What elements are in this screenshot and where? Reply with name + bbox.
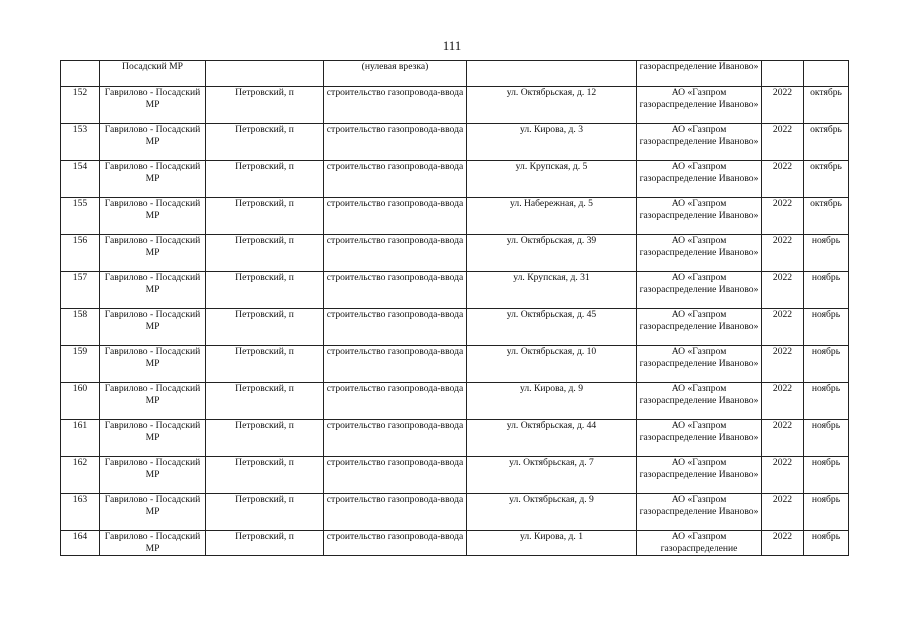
cell-year: 2022 (762, 383, 804, 420)
cell-organization: АО «Газпром газораспределение Иваново» (637, 457, 762, 494)
table-body (61, 61, 849, 556)
cell-month: октябрь (804, 124, 849, 161)
cell-work-type: строительство газопровода-ввода (324, 531, 467, 556)
cell-locality (206, 61, 324, 87)
cell-municipal-district: Гаврилово - Посадский МР (100, 457, 206, 494)
cell-address: ул. Крупская, д. 31 (467, 272, 637, 309)
cell-locality: Петровский, п (206, 383, 324, 420)
cell-year: 2022 (762, 235, 804, 272)
cell-organization: АО «Газпром газораспределение Иваново» (637, 87, 762, 124)
cell-address: ул. Кирова, д. 3 (467, 124, 637, 161)
page-number: 111 (442, 38, 462, 53)
cell-organization: АО «Газпром газораспределение Иваново» (637, 309, 762, 346)
cell-organization: АО «Газпром газораспределение Иваново» (637, 420, 762, 457)
cell-address: ул. Кирова, д. 9 (467, 383, 637, 420)
cell-work-type: строительство газопровода-ввода (324, 272, 467, 309)
cell-municipal-district: Гаврилово - Посадский МР (100, 87, 206, 124)
cell-number: 164 (61, 531, 100, 556)
cell-month: октябрь (804, 161, 849, 198)
table-row (61, 87, 849, 124)
cell-locality: Петровский, п (206, 457, 324, 494)
cell-year (762, 61, 804, 87)
cell-address: ул. Октябрьская, д. 9 (467, 494, 637, 531)
cell-locality: Петровский, п (206, 235, 324, 272)
cell-work-type: строительство газопровода-ввода (324, 87, 467, 124)
cell-year: 2022 (762, 494, 804, 531)
cell-address: ул. Кирова, д. 1 (467, 531, 637, 556)
cell-municipal-district: Гаврилово - Посадский МР (100, 346, 206, 383)
cell-month: ноябрь (804, 346, 849, 383)
cell-work-type: (нулевая врезка) (324, 61, 467, 87)
table-row (61, 198, 849, 235)
cell-year: 2022 (762, 272, 804, 309)
cell-month: ноябрь (804, 272, 849, 309)
cell-year: 2022 (762, 198, 804, 235)
cell-address: ул. Октябрьская, д. 39 (467, 235, 637, 272)
cell-locality: Петровский, п (206, 494, 324, 531)
cell-work-type: строительство газопровода-ввода (324, 235, 467, 272)
cell-organization: АО «Газпром газораспределение Иваново» (637, 272, 762, 309)
cell-municipal-district: Гаврилово - Посадский МР (100, 420, 206, 457)
cell-month: октябрь (804, 87, 849, 124)
cell-organization: АО «Газпром газораспределение Иваново» (637, 346, 762, 383)
cell-number: 159 (61, 346, 100, 383)
cell-number: 162 (61, 457, 100, 494)
cell-work-type: строительство газопровода-ввода (324, 420, 467, 457)
cell-month: ноябрь (804, 457, 849, 494)
cell-work-type: строительство газопровода-ввода (324, 124, 467, 161)
table-row (61, 346, 849, 383)
cell-number: 157 (61, 272, 100, 309)
table-row (61, 420, 849, 457)
table-row (61, 531, 849, 556)
cell-number: 154 (61, 161, 100, 198)
cell-number: 163 (61, 494, 100, 531)
table-row (61, 235, 849, 272)
cell-year: 2022 (762, 124, 804, 161)
cell-address: ул. Октябрьская, д. 45 (467, 309, 637, 346)
table-row (61, 494, 849, 531)
cell-number: 156 (61, 235, 100, 272)
cell-municipal-district: Гаврилово - Посадский МР (100, 124, 206, 161)
cell-organization: АО «Газпром газораспределение Иваново» (637, 383, 762, 420)
cell-number: 161 (61, 420, 100, 457)
cell-municipal-district: Гаврилово - Посадский МР (100, 198, 206, 235)
cell-work-type: строительство газопровода-ввода (324, 494, 467, 531)
gas-works-table (60, 60, 849, 556)
cell-address: ул. Октябрьская, д. 7 (467, 457, 637, 494)
cell-locality: Петровский, п (206, 420, 324, 457)
cell-month: ноябрь (804, 309, 849, 346)
cell-year: 2022 (762, 87, 804, 124)
cell-year: 2022 (762, 457, 804, 494)
cell-work-type: строительство газопровода-ввода (324, 309, 467, 346)
cell-month (804, 61, 849, 87)
table-row (61, 457, 849, 494)
cell-address: ул. Октябрьская, д. 12 (467, 87, 637, 124)
cell-number (61, 61, 100, 87)
cell-year: 2022 (762, 161, 804, 198)
cell-work-type: строительство газопровода-ввода (324, 346, 467, 383)
cell-organization: АО «Газпром газораспределение Иваново» (637, 124, 762, 161)
cell-organization: АО «Газпром газораспределение Иваново» (637, 494, 762, 531)
cell-year: 2022 (762, 531, 804, 556)
cell-month: ноябрь (804, 235, 849, 272)
cell-address: ул. Октябрьская, д. 10 (467, 346, 637, 383)
cell-organization: АО «Газпром газораспределение Иваново» (637, 161, 762, 198)
cell-address: ул. Крупская, д. 5 (467, 161, 637, 198)
cell-address: ул. Октябрьская, д. 44 (467, 420, 637, 457)
cell-municipal-district: Гаврилово - Посадский МР (100, 531, 206, 556)
cell-number: 160 (61, 383, 100, 420)
table-row (61, 124, 849, 161)
cell-month: ноябрь (804, 531, 849, 556)
cell-municipal-district: Гаврилово - Посадский МР (100, 383, 206, 420)
cell-month: ноябрь (804, 494, 849, 531)
cell-number: 153 (61, 124, 100, 161)
cell-address (467, 61, 637, 87)
table-row (61, 309, 849, 346)
cell-municipal-district: Гаврилово - Посадский МР (100, 494, 206, 531)
cell-locality: Петровский, п (206, 272, 324, 309)
cell-month: октябрь (804, 198, 849, 235)
cell-year: 2022 (762, 420, 804, 457)
cell-locality: Петровский, п (206, 161, 324, 198)
cell-locality: Петровский, п (206, 309, 324, 346)
cell-number: 152 (61, 87, 100, 124)
cell-organization: газораспределение Иваново» (637, 61, 762, 87)
cell-address: ул. Набережная, д. 5 (467, 198, 637, 235)
cell-work-type: строительство газопровода-ввода (324, 457, 467, 494)
cell-organization: АО «Газпром газораспределение (637, 531, 762, 556)
cell-locality: Петровский, п (206, 346, 324, 383)
cell-number: 158 (61, 309, 100, 346)
cell-municipal-district: Гаврилово - Посадский МР (100, 235, 206, 272)
table-row (61, 272, 849, 309)
cell-municipal-district: Гаврилово - Посадский МР (100, 161, 206, 198)
cell-locality: Петровский, п (206, 124, 324, 161)
table-row-continuation (61, 61, 849, 87)
cell-organization: АО «Газпром газораспределение Иваново» (637, 235, 762, 272)
table-row (61, 161, 849, 198)
cell-work-type: строительство газопровода-ввода (324, 383, 467, 420)
cell-municipal-district: Посадский МР (100, 61, 206, 87)
cell-year: 2022 (762, 346, 804, 383)
cell-work-type: строительство газопровода-ввода (324, 161, 467, 198)
cell-municipal-district: Гаврилово - Посадский МР (100, 309, 206, 346)
cell-year: 2022 (762, 309, 804, 346)
cell-municipal-district: Гаврилово - Посадский МР (100, 272, 206, 309)
table-row (61, 383, 849, 420)
cell-organization: АО «Газпром газораспределение Иваново» (637, 198, 762, 235)
cell-month: ноябрь (804, 383, 849, 420)
cell-work-type: строительство газопровода-ввода (324, 198, 467, 235)
cell-number: 155 (61, 198, 100, 235)
cell-locality: Петровский, п (206, 198, 324, 235)
cell-locality: Петровский, п (206, 531, 324, 556)
cell-locality: Петровский, п (206, 87, 324, 124)
cell-month: ноябрь (804, 420, 849, 457)
